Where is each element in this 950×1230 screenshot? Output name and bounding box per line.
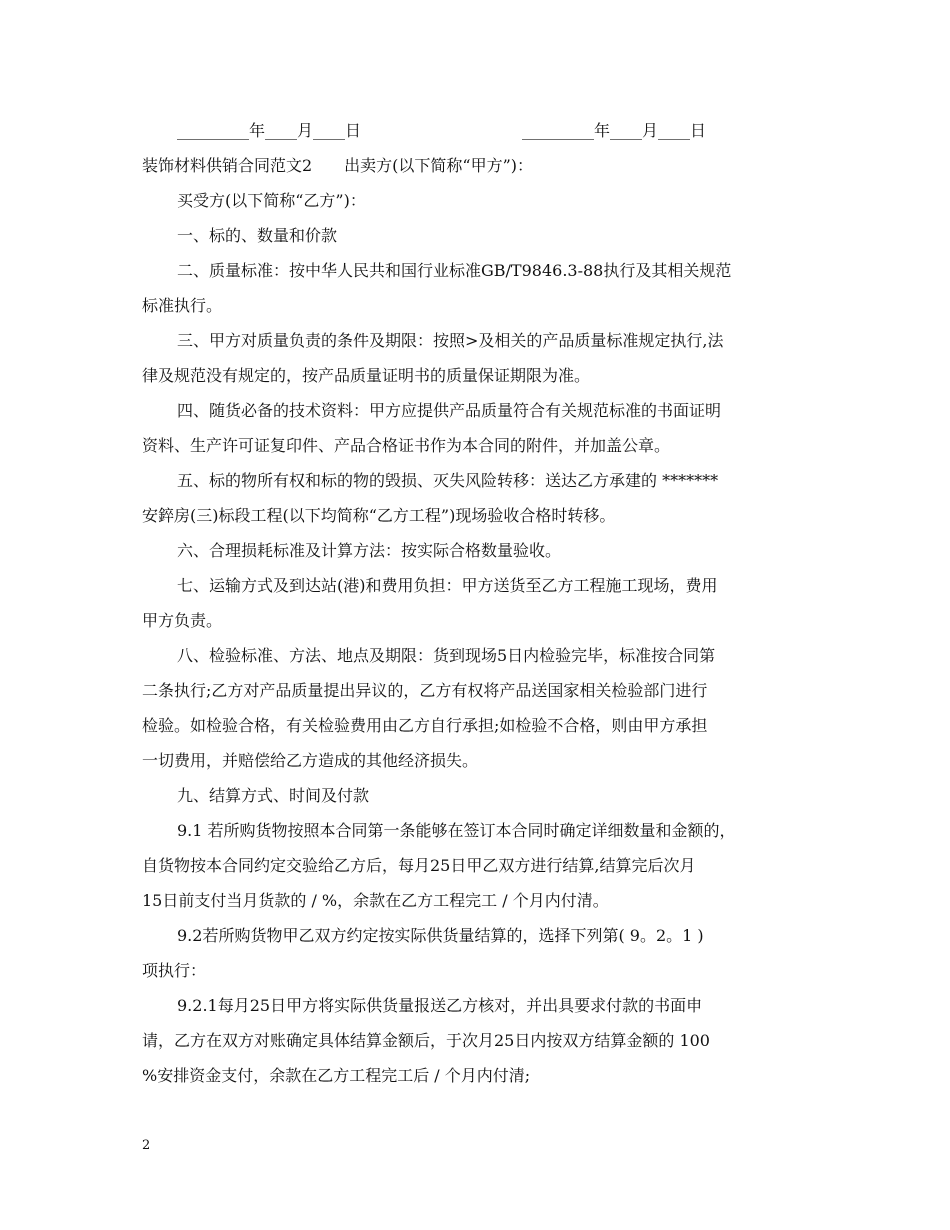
contract-title-line: 装饰材料供销合同范文2 出卖方(以下简称“甲方”)： <box>142 156 534 175</box>
text-line: 甲方负责。 <box>142 611 223 630</box>
text-line: 9.2若所购货物甲乙双方约定按实际供货量结算的，选择下列第( 9。2。1 ) <box>177 926 704 945</box>
text-line: 五、标的物所有权和标的物的毁损、灭失风险转移：送达乙方承建的 ******* <box>177 471 719 490</box>
text-line: 六、合理损耗标准及计算方法：按实际合格数量验收。 <box>177 541 562 560</box>
text-line: 三、甲方对质量负责的条件及期限：按照>及相关的产品质量标准规定执行,法 <box>177 331 724 350</box>
text-line: 资料、生产许可证复印件、产品合格证书作为本合同的附件，并加盖公章。 <box>142 436 671 455</box>
text-line: 9.1 若所购货物按照本合同第一条能够在签订本合同时确定详细数量和金额的， <box>177 821 736 840</box>
text-line: 二条执行;乙方对产品质量提出异议的，乙方有权将产品送国家相关检验部门进行 <box>142 681 708 700</box>
text-line: 七、运输方式及到达站(港)和费用负担：甲方送货至乙方工程施工现场，费用 <box>177 576 718 595</box>
signature-date-right: _________年____月____日 <box>522 121 707 140</box>
text-line: 检验。如检验合格，有关检验费用由乙方自行承担;如检验不合格，则由甲方承担 <box>142 716 708 735</box>
signature-date-left: _________年____月____日 <box>177 121 362 140</box>
section-heading: 一、标的、数量和价款 <box>177 226 338 245</box>
text-line: 一切费用，并赔偿给乙方造成的其他经济损失。 <box>142 751 479 770</box>
text-line: 9.2.1每月25日甲方将实际供货量报送乙方核对，并出具要求付款的书面申 <box>177 996 703 1015</box>
text-line: 买受方(以下简称“乙方”)： <box>177 191 366 210</box>
text-line: 标准执行。 <box>142 296 223 315</box>
text-line: 四、随货必备的技术资料：甲方应提供产品质量符合有关规范标准的书面证明 <box>177 401 722 420</box>
text-line: 自货物按本合同约定交验给乙方后，每月25日甲乙双方进行结算,结算完后次月 <box>142 856 696 875</box>
text-line: %安排资金支付，余款在乙方工程完工后 / 个月内付清; <box>142 1066 531 1085</box>
section-heading: 九、结算方式、时间及付款 <box>177 786 370 805</box>
text-line: 项执行： <box>142 961 207 980</box>
text-line: 15日前支付当月货款的 / %，余款在乙方工程完工 / 个月内付清。 <box>142 891 609 910</box>
text-line: 二、质量标准：按中华人民共和国行业标准GB/T9846.3-88执行及其相关规范 <box>177 261 732 280</box>
text-line: 请，乙方在双方对账确定具体结算金额后，于次月25日内按双方结算金额的 100 <box>142 1031 710 1050</box>
page-number: 2 <box>142 1138 151 1153</box>
text-line: 八、检验标准、方法、地点及期限：货到现场5日内检验完毕，标准按合同第 <box>177 646 716 665</box>
text-line: 律及规范没有规定的，按产品质量证明书的质量保证期限为准。 <box>142 366 591 385</box>
text-line: 安錊房(三)标段工程(以下均简称“乙方工程”)现场验收合格时转移。 <box>142 506 616 525</box>
